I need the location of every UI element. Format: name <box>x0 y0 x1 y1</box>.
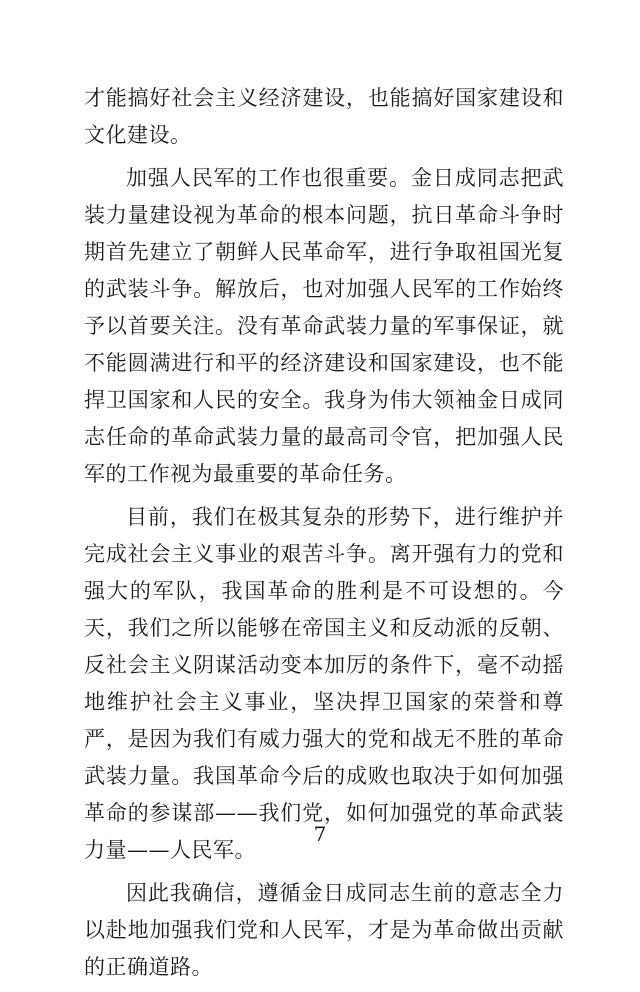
document-page <box>84 80 564 992</box>
paragraph-4: 因此我确信，遵循金日成同志生前的意志全力以赴地加强我们党和人民军，才是为革命做出贡献的正确道路。 <box>84 881 564 979</box>
paragraph-2: 加强人民军的工作也很重要。金日成同志把武装力量建设视为革命的根本问题，抗日革命斗争时期首先建立了朝鲜人民革命军，进行争取祖国光复的武装斗争。解放后，也对加强人民军的工作始终予以首要关注。没有革命武装力量的军事保证，就不能圆满进行和平的经济建设和国家建设，也不能捍卫国家和人民的安全。我身为伟大领袖金日成同志任命的革命武装力量的最高司令官，把加强人民军的工作视为最重要的革命任务。 <box>84 166 564 486</box>
page-number: 7 <box>313 822 327 846</box>
paragraph-3: 目前，我们在极其复杂的形势下，进行维护并完成社会主义事业的艰苦斗争。离开强有力的党和强大的军队，我国革命的胜利是不可设想的。今天，我们之所以能够在帝国主义和反动派的反朝、反社会主义阴谋活动变本加厉的条件下，毫不动摇地维护社会主义事业，坚决捍卫国家的荣誉和尊严，是因为我们有威力强大的党和战无不胜的革命武装力量。我国革命今后的成败也取决于如何加强革命的参谋部——我们党，如何加强党的革命武装力量——人民军。 <box>84 505 564 862</box>
paragraph-1: 才能搞好社会主义经济建设，也能搞好国家建设和文化建设。 <box>84 86 564 147</box>
